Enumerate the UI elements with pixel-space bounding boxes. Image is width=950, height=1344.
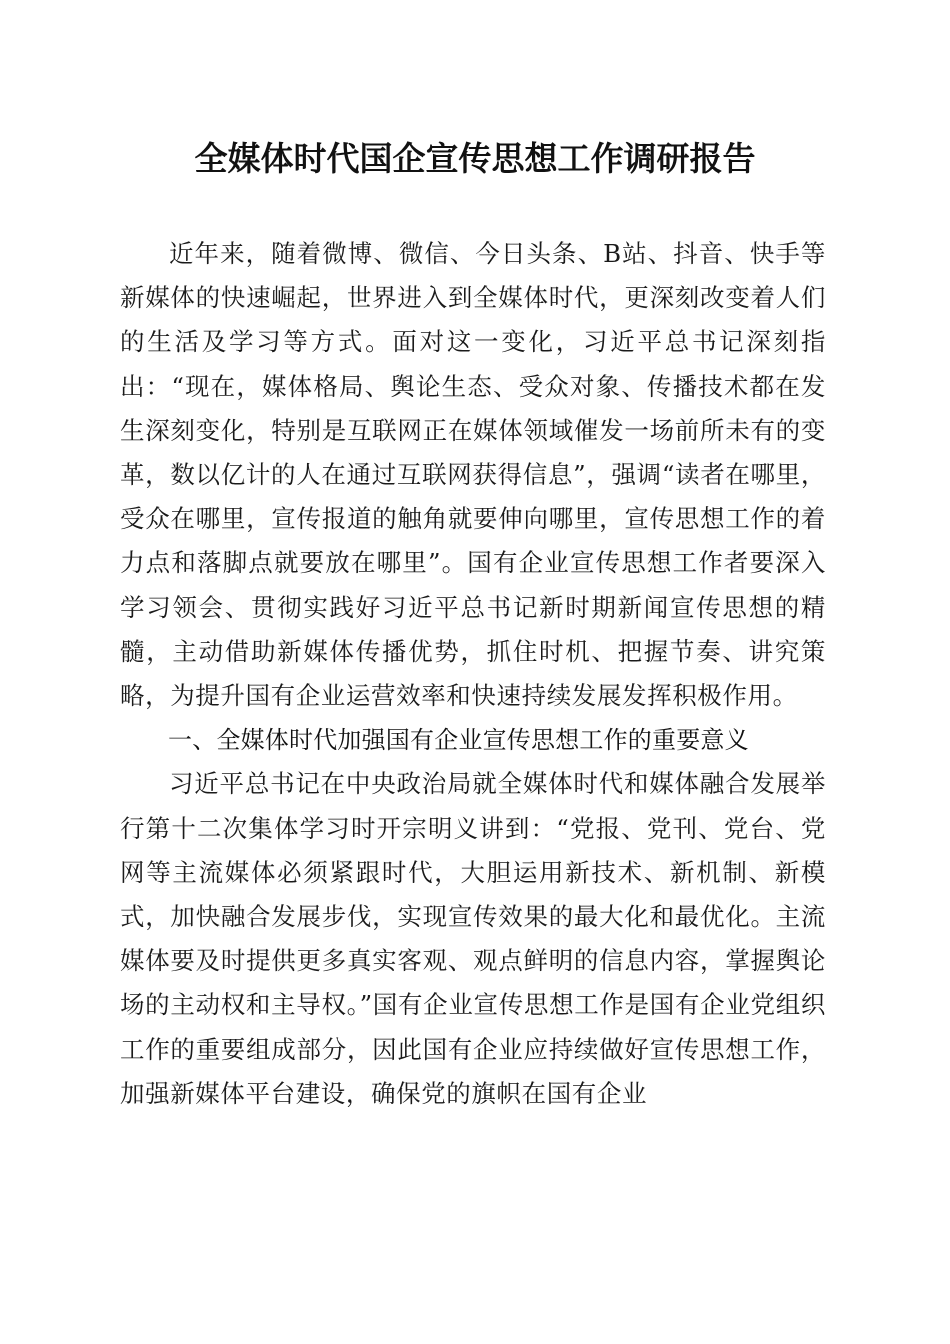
document-title: 全媒体时代国企宣传思想工作调研报告 bbox=[194, 139, 756, 178]
section-heading-1: 一、全媒体时代加强国有企业宣传思想工作的重要意义 bbox=[168, 726, 749, 755]
document-body bbox=[120, 232, 826, 1116]
paragraph-section-1: 习近平总书记在中央政治局就全媒体时代和媒体融合发展举行第十二次集体学习时开宗明义讲到：“党报、党刊、党台、党网等主流媒体必须紧跟时代，大胆运用新技术、新机制、新模式，加快融合发展步伐，实现宣传效果的最大化和最优化。主流媒体要及时提供更多真实客观、观点鲜明的信息内容，掌握舆论场的主动权和主导权。”国有企业宣传思想工作是国有企业党组织工作的重要组成部分，因此国有企业应持续做好宣传思想工作，加强新媒体平台建设，确保党的旗帜在国有企业 bbox=[120, 769, 826, 1108]
paragraph-intro: 近年来，随着微博、微信、今日头条、B站、抖音、快手等新媒体的快速崛起，世界进入到全媒体时代，更深刻改变着人们的生活及学习等方式。面对这一变化，习近平总书记深刻指出：“现在，媒体格局、舆论生态、受众对象、传播技术都在发生深刻变化，特别是互联网正在媒体领域催发一场前所未有的变革，数以亿计的人在通过互联网获得信息”，强调“读者在哪里，受众在哪里，宣传报道的触角就要伸向哪里，宣传思想工作的着力点和落脚点就要放在哪里”。国有企业宣传思想工作者要深入学习领会、贯彻实践好习近平总书记新时期新闻宣传思想的精髓，主动借助新媒体传播优势，抓住时机、把握节奏、讲究策略，为提升国有企业运营效率和快速持续发展发挥积极作用。 bbox=[120, 239, 826, 711]
